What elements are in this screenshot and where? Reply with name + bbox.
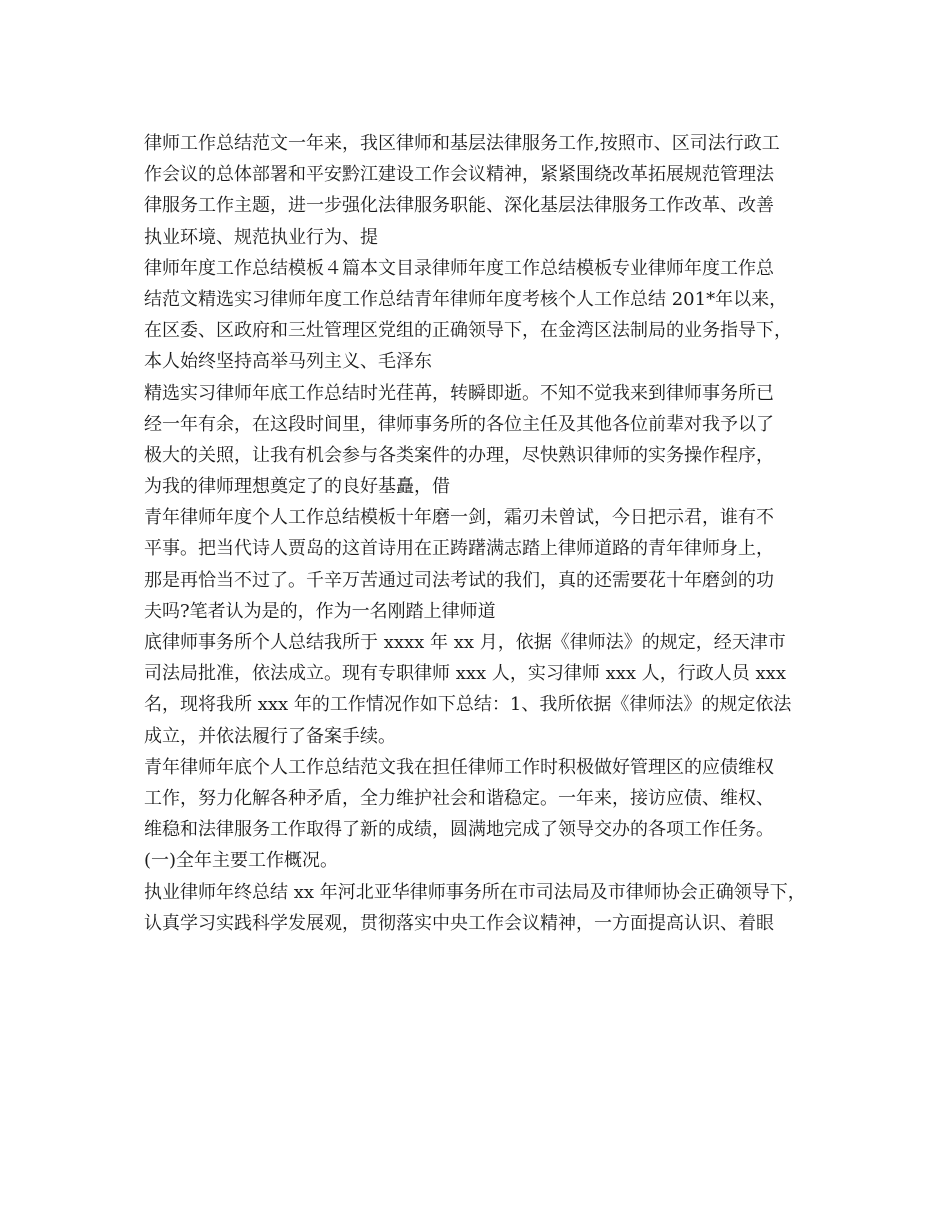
- text-line: 认真学习实践科学发展观，贯彻落实中央工作会议精神，一方面提高认识、着眼: [144, 912, 774, 934]
- text-line: 精选实习律师年底工作总结时光荏苒，转瞬即逝。不知不觉我来到律师事务所已: [144, 382, 774, 404]
- paragraph: [144, 877, 824, 939]
- text-line: 律师年度工作总结模板４篇本文目录律师年度工作总结模板专业律师年度工作总: [144, 257, 774, 279]
- text-line: (一)全年主要工作概况。: [144, 850, 339, 872]
- paragraph: [144, 627, 824, 752]
- document-body: [144, 128, 824, 939]
- text-line: 那是再恰当不过了。千辛万苦通过司法考试的我们，真的还需要花十年磨剑的功: [144, 569, 774, 591]
- paragraph: [144, 128, 824, 253]
- text-line: 平事。把当代诗人贾岛的这首诗用在正踌躇满志踏上律师道路的青年律师身上，: [144, 538, 774, 560]
- text-line: 工作，努力化解各种矛盾，全力维护社会和谐稳定。一年来，接访应债、维权、: [144, 787, 774, 809]
- text-line: 结范文精选实习律师年度工作总结青年律师年度考核个人工作总结 201*年以来，: [144, 288, 788, 310]
- text-line: 夫吗?笔者认为是的，作为一名刚踏上律师道: [144, 600, 496, 622]
- text-line: 本人始终坚持高举马列主义、毛泽东: [144, 351, 432, 373]
- text-line: 律服务工作主题，进一步强化法律服务职能、深化基层法律服务工作改革、改善: [144, 195, 774, 217]
- text-line: 执业环境、规范执业行为、提: [144, 226, 378, 248]
- text-line: 青年律师年底个人工作总结范文我在担任律师工作时积极做好管理区的应债维权: [144, 756, 774, 778]
- text-line: 司法局批准，依法成立。现有专职律师 xxx 人，实习律师 xxx 人，行政人员 xxx: [144, 663, 786, 685]
- text-line: 在区委、区政府和三灶管理区党组的正确领导下，在金湾区法制局的业务指导下，: [144, 320, 792, 342]
- text-line: 执业律师年终总结 xx 年河北亚华律师事务所在市司法局及市律师协会正确领导下，: [144, 881, 806, 903]
- text-line: 为我的律师理想奠定了的良好基矗，借: [144, 476, 450, 498]
- text-line: 作会议的总体部署和平安黔江建设工作会议精神，紧紧围绕改革拓展规范管理法: [144, 164, 774, 186]
- text-line: 律师工作总结范文一年来，我区律师和基层法律服务工作,按照市、区司法行政工: [144, 133, 780, 154]
- text-line: 名，现将我所 xxx 年的工作情况作如下总结：1、我所依据《律师法》的规定依法: [144, 694, 792, 716]
- text-line: 极大的关照，让我有机会参与各类案件的办理，尽快熟识律师的实务操作程序，: [144, 444, 774, 466]
- paragraph: [144, 752, 824, 877]
- text-line: 青年律师年度个人工作总结模板十年磨一剑，霜刃未曾试，今日把示君，谁有不: [144, 507, 774, 529]
- text-line: 维稳和法律服务工作取得了新的成绩，圆满地完成了领导交办的各项工作任务。: [144, 819, 774, 841]
- paragraph: [144, 502, 824, 627]
- paragraph: [144, 253, 824, 378]
- text-line: 成立，并依法履行了备案手续。: [144, 725, 396, 747]
- paragraph: [144, 378, 824, 503]
- text-line: 经一年有余，在这段时间里，律师事务所的各位主任及其他各位前辈对我予以了: [144, 413, 774, 435]
- text-line: 底律师事务所个人总结我所于 xxxx 年 xx 月，依据《律师法》的规定，经天津市: [144, 632, 786, 653]
